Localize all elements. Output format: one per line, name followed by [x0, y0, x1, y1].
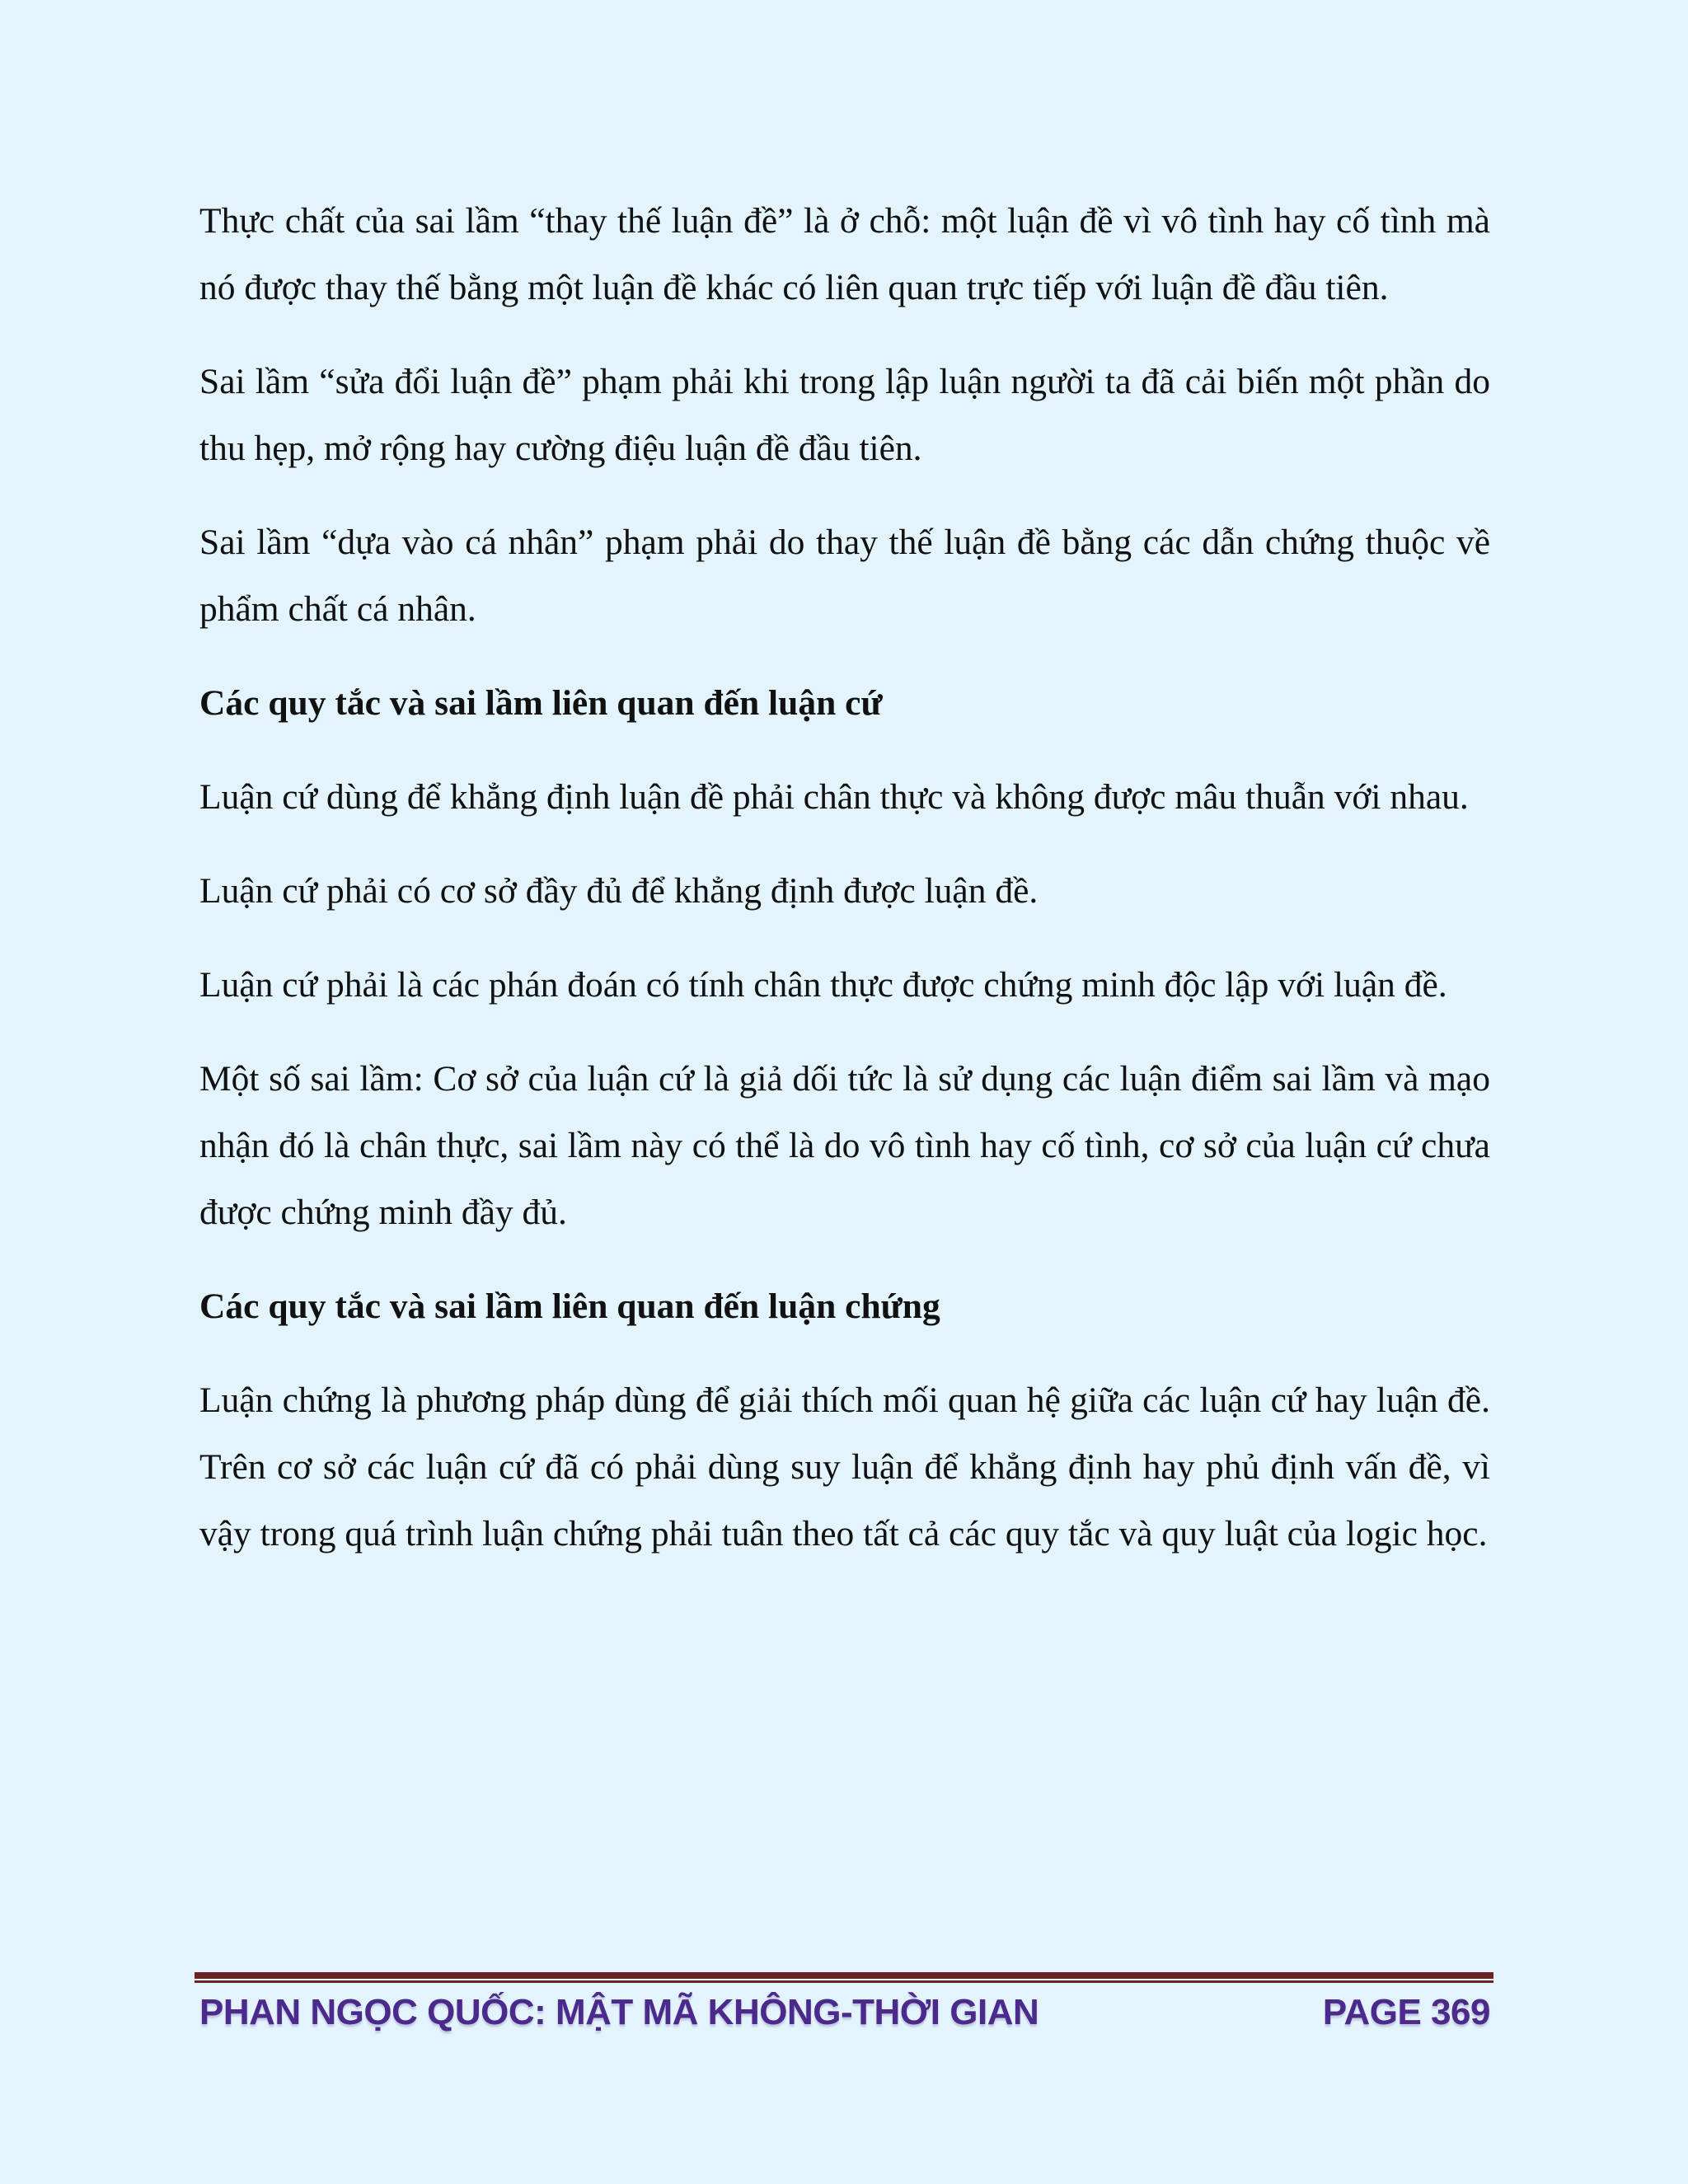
body-paragraph: Luận cứ phải là các phán đoán có tính chân thực được chứng minh độc lập với luận đề. [199, 965, 1447, 1005]
footer-divider-thick [195, 1972, 1493, 1979]
body-paragraph: Một số sai lầm: Cơ sở của luận cứ là giả dối tức là sử dụng các luận điểm sai lầm và mạo nhận đó là chân thực, sai lầm này có thể là do vô tình hay cố tình, cơ sở của luận cứ chưa được chứng minh đầy đủ. [199, 1059, 1490, 1232]
page-footer [199, 1988, 1490, 2037]
footer-divider [195, 1972, 1493, 1983]
section-heading: Các quy tắc và sai lầm liên quan đến luận cứ [199, 683, 883, 723]
footer-divider-thin [195, 1980, 1493, 1983]
footer-book-title: PHAN NGỌC QUỐC: MẬT MÃ KHÔNG-THỜI GIAN [199, 1992, 1039, 2032]
body-paragraph: Thực chất của sai lầm “thay thế luận đề” là ở chỗ: một luận đề vì vô tình hay cố tình mà nó được thay thế bằng một luận đề khác có liên quan trực tiếp với luận đề đầu tiên. [199, 201, 1490, 307]
body-paragraph: Sai lầm “dựa vào cá nhân” phạm phải do thay thế luận đề bằng các dẫn chứng thuộc về phẩm chất cá nhân. [199, 523, 1490, 629]
body-paragraph: Luận chứng là phương pháp dùng để giải thích mối quan hệ giữa các luận cứ hay luận đề. Trên cơ sở các luận cứ đã có phải dùng suy luận để khẳng định hay phủ định vấn đề, vì vậy trong quá trình luận chứng phải tuân theo tất cả các quy tắc và quy luật của logic học. [199, 1380, 1490, 1554]
section-heading: Các quy tắc và sai lầm liên quan đến luận chứng [199, 1286, 940, 1326]
body-paragraph: Luận cứ phải có cơ sở đầy đủ để khẳng định được luận đề. [199, 871, 1039, 911]
body-paragraph: Sai lầm “sửa đổi luận đề” phạm phải khi trong lập luận người ta đã cải biến một phần do thu hẹp, mở rộng hay cường điệu luận đề đầu tiên. [199, 362, 1490, 468]
page-body [199, 188, 1490, 1595]
footer-page-number: PAGE 369 [1322, 1992, 1490, 2032]
body-paragraph: Luận cứ dùng để khẳng định luận đề phải chân thực và không được mâu thuẫn với nhau. [199, 777, 1469, 817]
